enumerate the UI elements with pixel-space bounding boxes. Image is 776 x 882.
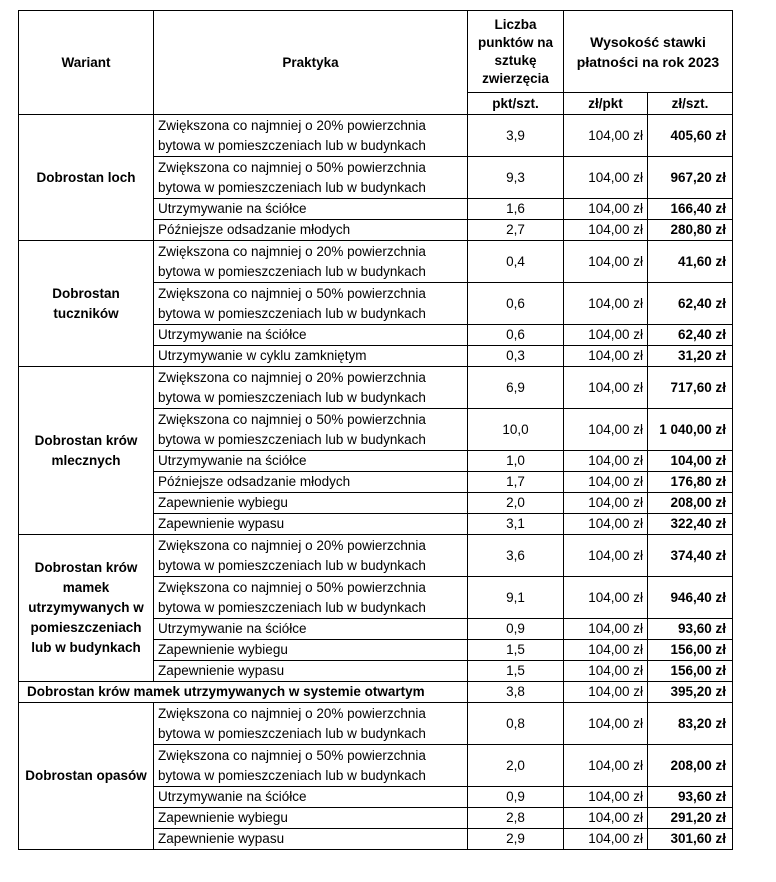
- table-row: [19, 241, 733, 283]
- header-stawka: Wysokość stawki płatności na rok 2023: [564, 11, 733, 93]
- practice-cell: Utrzymywanie na ściółce: [154, 199, 468, 220]
- practice-cell: Zapewnienie wypasu: [154, 514, 468, 535]
- table-row: [19, 115, 733, 157]
- points-cell: 1,5: [468, 661, 564, 682]
- table-row: [19, 367, 733, 409]
- amount-cell: 322,40 zł: [648, 514, 733, 535]
- rate-cell: 104,00 zł: [564, 325, 648, 346]
- rate-cell: 104,00 zł: [564, 367, 648, 409]
- practice-cell: Zapewnienie wybiegu: [154, 640, 468, 661]
- amount-cell: 405,60 zł: [648, 115, 733, 157]
- rate-cell: 104,00 zł: [564, 787, 648, 808]
- points-cell: 10,0: [468, 409, 564, 451]
- rate-cell: 104,00 zł: [564, 619, 648, 640]
- rate-cell: 104,00 zł: [564, 451, 648, 472]
- amount-cell: 208,00 zł: [648, 745, 733, 787]
- amount-cell: 301,60 zł: [648, 829, 733, 850]
- amount-cell: 62,40 zł: [648, 325, 733, 346]
- rate-cell: 104,00 zł: [564, 472, 648, 493]
- practice-cell: Utrzymywanie na ściółce: [154, 787, 468, 808]
- rate-cell: 104,00 zł: [564, 514, 648, 535]
- points-cell: 9,3: [468, 157, 564, 199]
- points-cell: 3,9: [468, 115, 564, 157]
- amount-cell: 374,40 zł: [648, 535, 733, 577]
- practice-cell: Zwiększona co najmniej o 50% powierzchnia bytowa w pomieszczeniach lub w budynkach: [154, 409, 468, 451]
- amount-cell: 395,20 zł: [648, 682, 733, 703]
- header-unit-pts: pkt/szt.: [468, 93, 564, 115]
- points-cell: 0,4: [468, 241, 564, 283]
- amount-cell: 93,60 zł: [648, 787, 733, 808]
- rate-cell: 104,00 zł: [564, 493, 648, 514]
- rate-cell: 104,00 zł: [564, 346, 648, 367]
- practice-cell: Utrzymywanie na ściółce: [154, 325, 468, 346]
- practice-cell: Zapewnienie wypasu: [154, 661, 468, 682]
- practice-cell: Zapewnienie wybiegu: [154, 808, 468, 829]
- rate-cell: 104,00 zł: [564, 661, 648, 682]
- points-cell: 1,0: [468, 451, 564, 472]
- practice-cell: Utrzymywanie na ściółce: [154, 619, 468, 640]
- points-cell: 1,5: [468, 640, 564, 661]
- practice-cell: Utrzymywanie w cyklu zamkniętym: [154, 346, 468, 367]
- amount-cell: 104,00 zł: [648, 451, 733, 472]
- amount-cell: 41,60 zł: [648, 241, 733, 283]
- practice-cell: Zwiększona co najmniej o 20% powierzchnia bytowa w pomieszczeniach lub w budynkach: [154, 367, 468, 409]
- points-cell: 2,0: [468, 493, 564, 514]
- amount-cell: 280,80 zł: [648, 220, 733, 241]
- practice-cell: Zwiększona co najmniej o 20% powierzchnia bytowa w pomieszczeniach lub w budynkach: [154, 115, 468, 157]
- table-row: [19, 703, 733, 745]
- practice-cell: Zapewnienie wypasu: [154, 829, 468, 850]
- amount-cell: 156,00 zł: [648, 661, 733, 682]
- rate-cell: 104,00 zł: [564, 829, 648, 850]
- points-cell: 2,0: [468, 745, 564, 787]
- variant-cell: Dobrostan tuczników: [19, 241, 154, 367]
- practice-cell: Zwiększona co najmniej o 20% powierzchnia bytowa w pomieszczeniach lub w budynkach: [154, 241, 468, 283]
- amount-cell: 946,40 zł: [648, 577, 733, 619]
- table-row: [19, 535, 733, 577]
- points-cell: 0,9: [468, 619, 564, 640]
- points-cell: 3,8: [468, 682, 564, 703]
- rate-cell: 104,00 zł: [564, 535, 648, 577]
- points-cell: 1,6: [468, 199, 564, 220]
- points-cell: 3,6: [468, 535, 564, 577]
- practice-cell: Zapewnienie wybiegu: [154, 493, 468, 514]
- payment-rates-table: [18, 10, 733, 850]
- points-cell: 1,7: [468, 472, 564, 493]
- practice-cell: Późniejsze odsadzanie młodych: [154, 220, 468, 241]
- variant-cell: Dobrostan opasów: [19, 703, 154, 850]
- practice-cell: Utrzymywanie na ściółce: [154, 451, 468, 472]
- variant-cell: Dobrostan loch: [19, 115, 154, 241]
- amount-cell: 967,20 zł: [648, 157, 733, 199]
- points-cell: 2,9: [468, 829, 564, 850]
- points-cell: 0,9: [468, 787, 564, 808]
- rate-cell: 104,00 zł: [564, 808, 648, 829]
- practice-cell: Zwiększona co najmniej o 50% powierzchnia bytowa w pomieszczeniach lub w budynkach: [154, 157, 468, 199]
- open-system-label: Dobrostan krów mamek utrzymywanych w systemie otwartym: [19, 682, 468, 703]
- points-cell: 9,1: [468, 577, 564, 619]
- table-row-open-system: [19, 682, 733, 703]
- rate-cell: 104,00 zł: [564, 220, 648, 241]
- amount-cell: 1 040,00 zł: [648, 409, 733, 451]
- rate-cell: 104,00 zł: [564, 409, 648, 451]
- points-cell: 0,3: [468, 346, 564, 367]
- header-unit-rate: zł/pkt: [564, 93, 648, 115]
- header-wariant: Wariant: [19, 11, 154, 115]
- rate-cell: 104,00 zł: [564, 703, 648, 745]
- rate-cell: 104,00 zł: [564, 157, 648, 199]
- points-cell: 2,7: [468, 220, 564, 241]
- points-cell: 2,8: [468, 808, 564, 829]
- header-unit-amount: zł/szt.: [648, 93, 733, 115]
- amount-cell: 166,40 zł: [648, 199, 733, 220]
- practice-cell: Zwiększona co najmniej o 20% powierzchnia bytowa w pomieszczeniach lub w budynkach: [154, 703, 468, 745]
- header-punkty: Liczba punktów na sztukę zwierzęcia: [468, 11, 564, 93]
- amount-cell: 717,60 zł: [648, 367, 733, 409]
- rate-cell: 104,00 zł: [564, 745, 648, 787]
- rate-cell: 104,00 zł: [564, 199, 648, 220]
- amount-cell: 208,00 zł: [648, 493, 733, 514]
- points-cell: 6,9: [468, 367, 564, 409]
- rate-cell: 104,00 zł: [564, 283, 648, 325]
- points-cell: 0,6: [468, 325, 564, 346]
- points-cell: 3,1: [468, 514, 564, 535]
- header-praktyka: Praktyka: [154, 11, 468, 115]
- rate-cell: 104,00 zł: [564, 115, 648, 157]
- practice-cell: Zwiększona co najmniej o 20% powierzchnia bytowa w pomieszczeniach lub w budynkach: [154, 535, 468, 577]
- variant-cell: Dobrostan krów mlecznych: [19, 367, 154, 535]
- practice-cell: Późniejsze odsadzanie młodych: [154, 472, 468, 493]
- amount-cell: 83,20 zł: [648, 703, 733, 745]
- amount-cell: 176,80 zł: [648, 472, 733, 493]
- amount-cell: 62,40 zł: [648, 283, 733, 325]
- rate-cell: 104,00 zł: [564, 241, 648, 283]
- variant-cell: Dobrostan krów mamek utrzymywanych w pomieszczeniach lub w budynkach: [19, 535, 154, 682]
- amount-cell: 156,00 zł: [648, 640, 733, 661]
- amount-cell: 31,20 zł: [648, 346, 733, 367]
- amount-cell: 291,20 zł: [648, 808, 733, 829]
- rate-cell: 104,00 zł: [564, 577, 648, 619]
- practice-cell: Zwiększona co najmniej o 50% powierzchnia bytowa w pomieszczeniach lub w budynkach: [154, 577, 468, 619]
- points-cell: 0,8: [468, 703, 564, 745]
- amount-cell: 93,60 zł: [648, 619, 733, 640]
- practice-cell: Zwiększona co najmniej o 50% powierzchnia bytowa w pomieszczeniach lub w budynkach: [154, 745, 468, 787]
- rate-cell: 104,00 zł: [564, 640, 648, 661]
- points-cell: 0,6: [468, 283, 564, 325]
- rate-cell: 104,00 zł: [564, 682, 648, 703]
- practice-cell: Zwiększona co najmniej o 50% powierzchnia bytowa w pomieszczeniach lub w budynkach: [154, 283, 468, 325]
